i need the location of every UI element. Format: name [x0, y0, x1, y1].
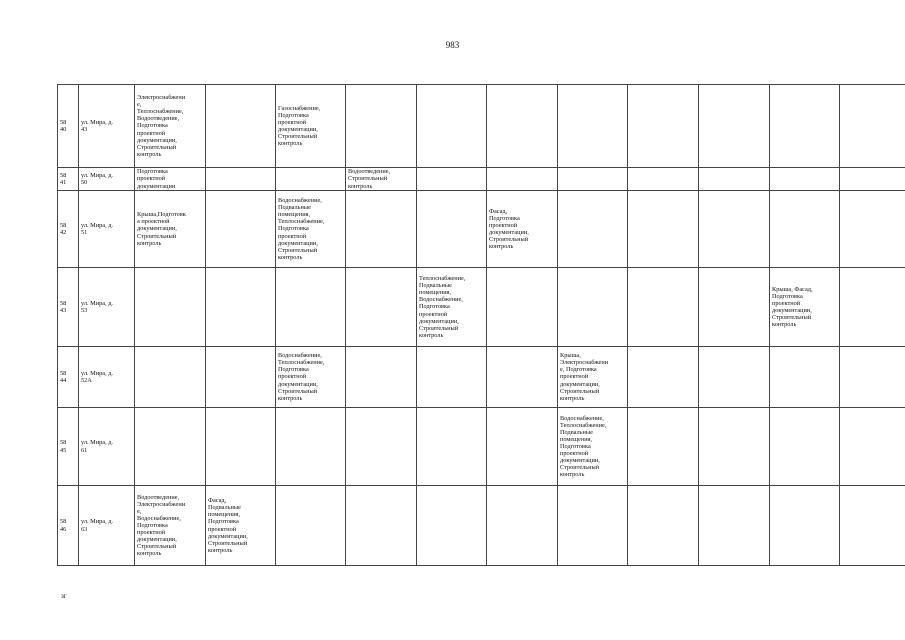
work-cell [346, 85, 417, 168]
work-cell [206, 85, 276, 168]
work-cell [276, 268, 346, 347]
work-text: Фасад, Подвальные помещения, Подготовка проектной документации, Строительный контроль [208, 497, 248, 554]
work-cell [276, 408, 346, 486]
work-cell [135, 347, 206, 408]
work-cell [487, 168, 558, 191]
work-cell [276, 168, 346, 191]
work-text: Подготовка проектной документации [137, 168, 176, 190]
address-cell [79, 347, 135, 408]
address-cell [79, 168, 135, 191]
address-cell [79, 191, 135, 268]
address-cell [79, 408, 135, 486]
work-cell [699, 486, 770, 566]
address-text: ул. Мира, д. 51 [81, 221, 114, 236]
work-cell [628, 408, 699, 486]
row-number-cell [58, 408, 79, 486]
work-cell [770, 408, 840, 486]
work-text: Крыша, Электроснабжени е, Подготовка проектной документации, Строительный контроль [560, 352, 609, 402]
work-cell [699, 168, 770, 191]
work-text: Крыша,Подготовк а проектной документации, Строительный контроль [137, 211, 186, 247]
work-cell [417, 486, 487, 566]
row-number: 58 42 [60, 221, 67, 236]
work-cell [840, 85, 905, 168]
table-row [58, 191, 905, 268]
work-cell [135, 168, 206, 191]
address-text: ул. Мира, д. 61 [81, 439, 114, 454]
work-cell [558, 191, 628, 268]
work-text: Водоснабжение, Теплоснабжение, Подготовка проектной документации, Строительный контроль [278, 352, 325, 402]
table-row [58, 408, 905, 486]
work-cell [628, 168, 699, 191]
work-cell [770, 486, 840, 566]
address-text: ул. Мира, д. 43 [81, 118, 114, 133]
footer-note: зг [61, 592, 67, 600]
work-cell [558, 268, 628, 347]
row-number: 58 45 [60, 439, 67, 454]
work-cell [135, 191, 206, 268]
work-text: Электроснабжени е, Теплоснабжение, Водоотведение, Подготовка проектной документации, Строительный контроль [137, 94, 186, 158]
work-text: Водоотведение, Электроснабжени е, Водоснабжение, Подготовка проектной документации, Строительный контроль [137, 493, 186, 558]
work-cell [417, 347, 487, 408]
work-cell [840, 168, 905, 191]
work-cell [628, 347, 699, 408]
page-number: 983 [445, 40, 460, 50]
work-cell [840, 486, 905, 566]
work-cell [417, 191, 487, 268]
work-cell [770, 347, 840, 408]
work-cell [276, 347, 346, 408]
work-cell [206, 191, 276, 268]
row-number: 58 40 [60, 118, 67, 133]
row-number: 58 44 [60, 369, 67, 384]
work-cell [276, 486, 346, 566]
work-cell [770, 85, 840, 168]
work-cell [276, 85, 346, 168]
work-cell [770, 268, 840, 347]
address-text: ул. Мира, д. 50 [81, 171, 114, 186]
work-cell [346, 168, 417, 191]
work-cell [417, 268, 487, 347]
work-cell [558, 408, 628, 486]
work-cell [558, 85, 628, 168]
table-row [58, 268, 905, 347]
work-cell [135, 268, 206, 347]
work-cell [346, 347, 417, 408]
work-cell [487, 347, 558, 408]
row-number-cell [58, 268, 79, 347]
table-row [58, 347, 905, 408]
work-cell [628, 85, 699, 168]
work-cell [346, 191, 417, 268]
work-cell [487, 408, 558, 486]
row-number: 58 43 [60, 299, 67, 314]
work-cell [276, 191, 346, 268]
work-cell [346, 486, 417, 566]
work-text: Крыша, Фасад, Подготовка проектной документации, Строительный контроль [772, 285, 813, 329]
work-cell [770, 191, 840, 268]
work-cell [840, 191, 905, 268]
work-cell [135, 486, 206, 566]
work-cell [206, 168, 276, 191]
address-text: ул. Мира, д. 63 [81, 518, 114, 533]
work-cell [628, 268, 699, 347]
work-cell [206, 408, 276, 486]
work-cell [346, 268, 417, 347]
address-cell [79, 268, 135, 347]
row-number-cell [58, 168, 79, 191]
row-number-cell [58, 347, 79, 408]
work-cell [135, 85, 206, 168]
work-cell [206, 347, 276, 408]
work-cell [770, 168, 840, 191]
table-row [58, 85, 905, 168]
work-text: Водоотведение, Строительный контроль [348, 168, 391, 190]
work-cell [558, 168, 628, 191]
address-text: ул. Мира, д. 53 [81, 299, 114, 314]
work-cell [699, 85, 770, 168]
work-cell [840, 347, 905, 408]
work-cell [206, 268, 276, 347]
work-cell [558, 486, 628, 566]
table-row [58, 486, 905, 566]
row-number-cell [58, 486, 79, 566]
work-cell [487, 85, 558, 168]
work-cell [417, 85, 487, 168]
work-text: Газоснабжение, Подготовка проектной документации, Строительный контроль [278, 104, 321, 148]
work-cell [487, 486, 558, 566]
work-cell [417, 408, 487, 486]
work-cell [699, 191, 770, 268]
work-cell [487, 268, 558, 347]
row-number: 58 46 [60, 518, 67, 533]
work-text: Водоснабжение, Подвальные помещения, Теплоснабжение, Подготовка проектной документации, Строительный контроль [278, 197, 325, 261]
address-cell [79, 486, 135, 566]
address-text: ул. Мира, д. 52А [81, 369, 114, 384]
row-number-cell [58, 85, 79, 168]
work-cell [417, 168, 487, 191]
work-text: Теплоснабжение, Подвальные помещения, Водоснабжение, Подготовка проектной документации, Строительный контроль [419, 275, 466, 339]
work-cell [346, 408, 417, 486]
work-cell [487, 191, 558, 268]
work-cell [628, 191, 699, 268]
work-cell [135, 408, 206, 486]
row-number-cell [58, 191, 79, 268]
work-cell [840, 408, 905, 486]
row-number: 58 41 [60, 171, 67, 186]
work-text: Водоснабжение, Теплоснабжение, Подвальные помещения, Подготовка проектной документации, Строительный контроль [560, 414, 607, 479]
work-cell [699, 268, 770, 347]
works-schedule-table [57, 84, 905, 566]
work-text: Фасад, Подготовка проектной документации, Строительный контроль [489, 207, 529, 251]
table-row [58, 168, 905, 191]
work-cell [206, 486, 276, 566]
work-cell [628, 486, 699, 566]
work-cell [840, 268, 905, 347]
address-cell [79, 85, 135, 168]
work-cell [699, 408, 770, 486]
work-cell [699, 347, 770, 408]
work-cell [558, 347, 628, 408]
